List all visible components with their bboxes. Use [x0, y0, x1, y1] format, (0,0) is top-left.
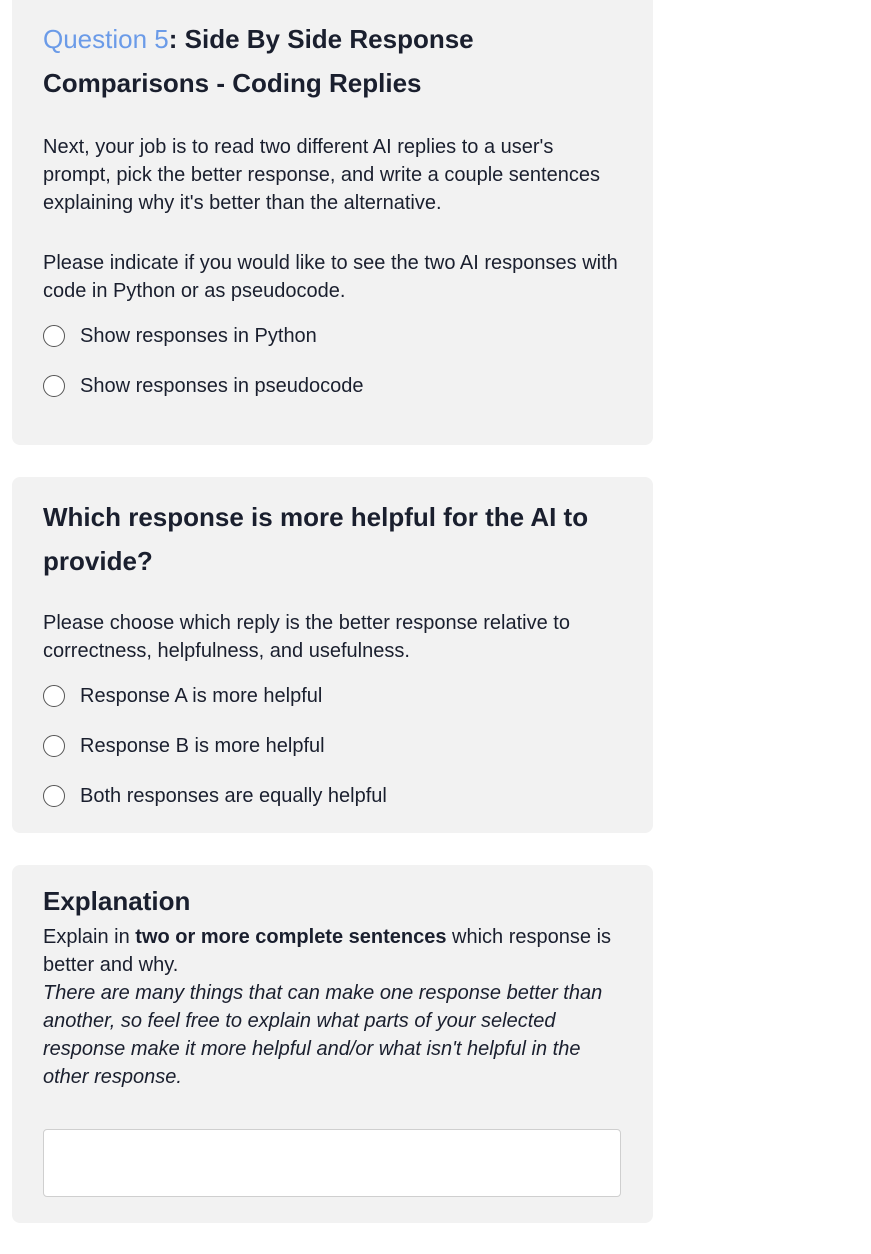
- radio-button-python[interactable]: [43, 325, 65, 347]
- radio-label-response-b: Response B is more helpful: [80, 734, 325, 757]
- explanation-text-prefix: Explain in: [43, 926, 136, 948]
- explanation-instruction: [43, 923, 625, 979]
- radio-option-pseudocode[interactable]: [43, 361, 625, 411]
- explanation-text-bold: two or more complete sentences: [135, 926, 447, 948]
- radio-option-python[interactable]: [43, 311, 625, 361]
- radio-label-pseudocode: Show responses in pseudocode: [80, 374, 364, 397]
- question-instruction: Please indicate if you would like to see the two AI responses with code in Python or as pseudocode.: [43, 252, 618, 302]
- question-title: [43, 17, 625, 105]
- helpfulness-title: Which response is more helpful for the AI to provide?: [43, 502, 589, 576]
- question-number: Question 5: [43, 24, 169, 54]
- question-colon: :: [168, 24, 178, 54]
- helpfulness-instruction: Please choose which reply is the better response relative to correctness, helpfulness, and usefulness.: [43, 612, 570, 662]
- question-card: [12, 0, 653, 445]
- explanation-card: [12, 865, 653, 1223]
- explanation-text-suffix: which response is better and why.: [43, 926, 612, 976]
- helpfulness-card: [12, 477, 653, 833]
- radio-option-response-a[interactable]: [43, 671, 625, 721]
- radio-option-equal[interactable]: [43, 771, 625, 821]
- radio-label-equal: Both responses are equally helpful: [80, 784, 387, 807]
- radio-button-response-a[interactable]: [43, 685, 65, 707]
- explanation-note: There are many things that can make one response better than another, so feel free to explain what parts of your selected response make it more helpful and/or what isn't helpful in the other response.: [43, 982, 603, 1088]
- radio-button-equal[interactable]: [43, 785, 65, 807]
- helpfulness-options: [43, 671, 625, 821]
- question-title-text: Side By Side Response Comparisons - Coding Replies: [43, 24, 474, 98]
- radio-label-response-a: Response A is more helpful: [80, 684, 323, 707]
- code-format-options: [43, 311, 625, 411]
- radio-button-pseudocode[interactable]: [43, 375, 65, 397]
- radio-label-python: Show responses in Python: [80, 324, 317, 347]
- explanation-title: Explanation: [43, 886, 191, 916]
- question-intro: Next, your job is to read two different AI replies to a user's prompt, pick the better response, and write a couple sentences explaining why it's better than the alternative.: [43, 136, 600, 214]
- radio-button-response-b[interactable]: [43, 735, 65, 757]
- explanation-input[interactable]: [43, 1129, 621, 1197]
- radio-option-response-b[interactable]: [43, 721, 625, 771]
